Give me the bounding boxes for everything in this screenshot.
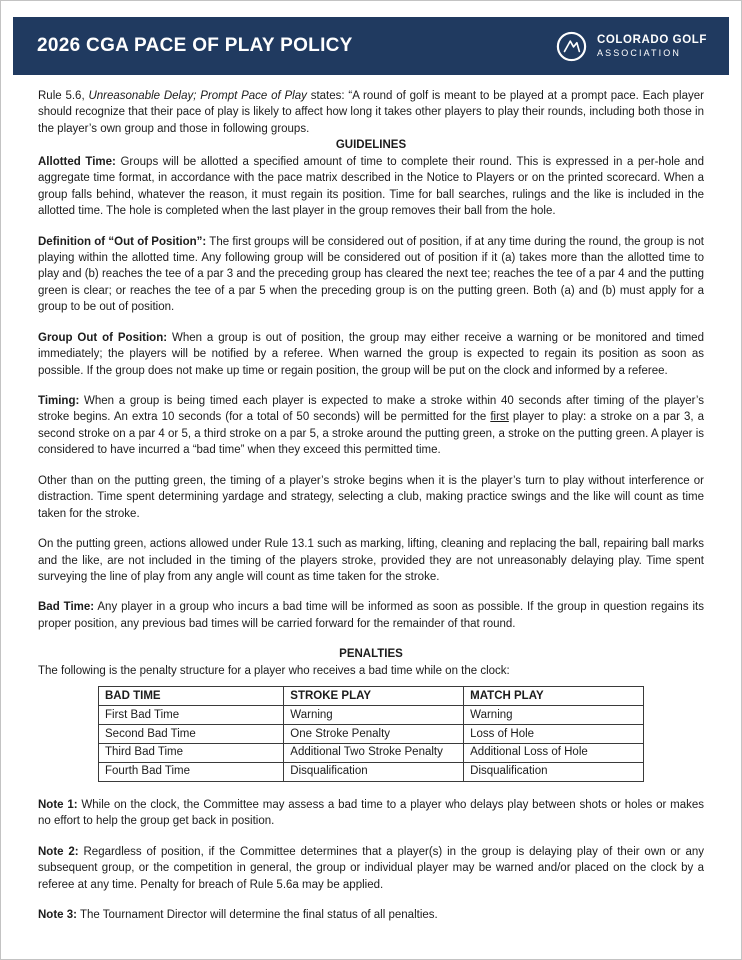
allotted-time-paragraph <box>38 154 704 220</box>
out-of-position-definition-text: The first groups will be considered out of position, if at any time during the round, the group is not playing within the allotted time. Any following group will be considered out of position if it (a) takes more than the allotted time to play and (b) reaches the tee of a par 3 and the preceding group has cleared the next tee; reaches the tee of a par 4 and the putting green is clear; or reaches the tee of a par 5 when the preceding group is on the putting green. Both (a) and (b) must apply for a group to be out of position. <box>38 235 704 314</box>
cell-fourth-stroke-play: Disqualification <box>284 762 464 781</box>
column-header-match-play: MATCH PLAY <box>464 687 644 706</box>
column-header-bad-time: BAD TIME <box>99 687 284 706</box>
cell-third-match-play: Additional Loss of Hole <box>464 743 644 762</box>
penalty-table-row-second <box>99 725 644 744</box>
note-2-label: Note 2: <box>38 845 79 858</box>
note-2-text: Regardless of position, if the Committee determines that a player(s) in the group is delaying play of their own or any subsequent group, or the competition in general, the group or individual player may be warned and/or placed on the clock by a referee at any time. Penalty for breach of Rule 5.6a may be applied. <box>38 845 704 891</box>
cell-first-stroke-play: Warning <box>284 706 464 725</box>
cell-third-bad-time: Third Bad Time <box>99 743 284 762</box>
note-1-paragraph <box>38 797 704 830</box>
cell-fourth-match-play: Disqualification <box>464 762 644 781</box>
cga-logo <box>555 30 707 63</box>
cell-first-match-play: Warning <box>464 706 644 725</box>
out-of-position-definition-paragraph <box>38 234 704 316</box>
note-3-label: Note 3: <box>38 909 77 921</box>
timing-text-after: player to play: a stroke on a par 3, a second stroke on a par 4 or 5, a third stroke on a par 5, a stroke around the putting green, a stroke on the putting green. A player is considered to have incurred a “bad time” when they exceed this permitted time. <box>38 411 704 457</box>
group-out-of-position-paragraph <box>38 330 704 379</box>
timing-underlined-word: first <box>490 411 509 424</box>
document-body <box>1 75 741 923</box>
intro-rest: states: “A round of golf is meant to be played at a prompt pace. Each player should recognize that their pace of play is likely to affect how long it takes other players to play their rounds, including both those in the player’s own group and those in following groups. <box>38 90 704 135</box>
bad-time-label: Bad Time: <box>38 601 95 614</box>
logo-line-colorado-golf: COLORADO GOLF <box>596 33 707 46</box>
timing-label: Timing: <box>38 395 80 407</box>
penalty-table-row-third <box>99 743 644 762</box>
column-header-stroke-play: STROKE PLAY <box>284 687 464 706</box>
note-3-paragraph <box>38 907 704 923</box>
document-title: 2026 CGA PACE OF PLAY POLICY <box>37 35 353 56</box>
intro-prefix: Rule 5.6, <box>38 90 89 102</box>
cell-second-stroke-play: One Stroke Penalty <box>284 725 464 744</box>
note-3-text: The Tournament Director will determine the final status of all penalties. <box>76 909 438 921</box>
cell-second-bad-time: Second Bad Time <box>99 725 284 744</box>
intro-paragraph <box>38 88 704 137</box>
guidelines-heading: GUIDELINES <box>335 139 407 152</box>
allotted-time-text: Groups will be allotted a specified amount of time to complete their round. This is expressed in a per-hole and aggregate time format, in accordance with the pace matrix described in the Notice to Players or on the printed scorecard. When a group falls behind, whatever the reason, it must regain its position. Time for ball searches, rulings and the like is included in the allotted time. The hole is completed when the last player in the group removes their ball from the hole. <box>38 155 704 218</box>
note-1-label: Note 1: <box>38 798 78 811</box>
cell-fourth-bad-time: Fourth Bad Time <box>99 762 284 781</box>
penalty-table-row-fourth <box>99 762 644 781</box>
penalty-table-header-row <box>99 687 644 706</box>
penalty-table-row-first <box>99 706 644 725</box>
out-of-position-definition-label: Definition of “Out of Position”: <box>38 235 207 248</box>
group-out-of-position-text: When a group is out of position, the group may either receive a warning or be monitored and timed immediately; the players will be notified by a referee. When warned the group is expected to regain its position as soon as possible. If the group does not make up time or regain position, the group will be put on the clock and informed by a referee. <box>38 331 704 377</box>
cga-logo-text <box>597 34 707 59</box>
bad-time-text: Any player in a group who incurs a bad time will be informed as soon as possible. If the group in question regains its proper position, any previous bad times will be carried forward for the remainder of that round. <box>38 601 704 630</box>
penalties-intro: The following is the penalty structure for a player who receives a bad time while on the clock: <box>38 664 510 677</box>
cell-first-bad-time: First Bad Time <box>99 706 284 725</box>
timing-text-before: When a group is being timed each player is expected to make a stroke within 40 seconds after timing of the player’s stroke begins. An extra 10 seconds (for a total of 50 seconds) will be permitted for the <box>38 395 704 424</box>
allotted-time-label: Allotted Time: <box>38 155 116 168</box>
intro-rule-title-italic: Unreasonable Delay; Prompt Pace of Play <box>88 90 307 102</box>
cell-second-match-play: Loss of Hole <box>464 725 644 744</box>
timing-paragraph <box>38 393 704 459</box>
cga-logo-circle-mountains-icon <box>555 30 588 63</box>
note-2-paragraph <box>38 844 704 893</box>
penalty-structure-table <box>98 686 644 782</box>
cell-third-stroke-play: Additional Two Stroke Penalty <box>284 743 464 762</box>
document-header-banner <box>13 17 729 75</box>
logo-line-association: ASSOCIATION <box>596 47 681 58</box>
timing-rule-131-paragraph: On the putting green, actions allowed under Rule 13.1 such as marking, lifting, cleaning and replacing the ball, repairing ball marks and the like, are not included in the timing of the players stroke, provided they are not unreasonably delaying play. Time spent surveying the line of play from any angle will count as time taken for the stroke. <box>38 538 704 583</box>
penalties-heading: PENALTIES <box>339 648 403 661</box>
note-1-text: While on the clock, the Committee may assess a bad time to a player who delays play between shots or holes or makes no effort to help the group get back in position. <box>38 798 704 828</box>
group-out-of-position-label: Group Out of Position: <box>38 331 168 344</box>
timing-green-paragraph: Other than on the putting green, the timing of a player’s stroke begins when it is the player’s turn to play without interference or distraction. Time spent determining yardage and strategy, selecting a club, making practice swings and the like will count as time taken for the stroke. <box>38 474 704 520</box>
bad-time-paragraph <box>38 599 704 632</box>
